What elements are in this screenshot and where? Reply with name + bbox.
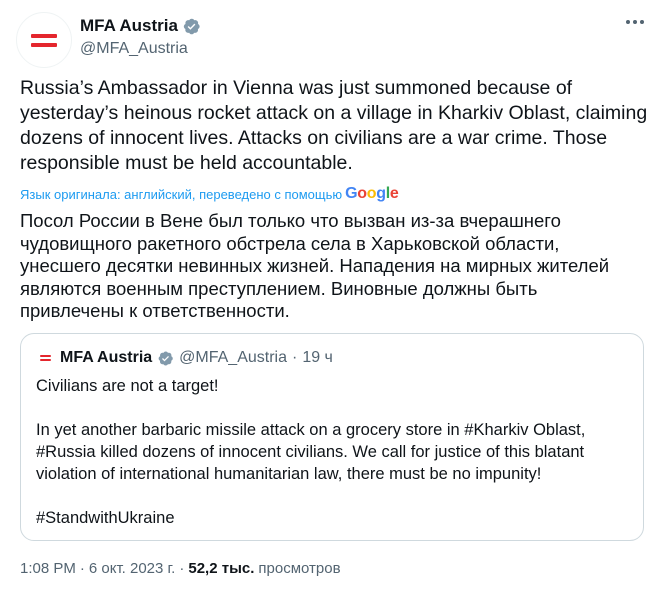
quoted-author-handle: @MFA_Austria bbox=[179, 349, 287, 366]
author-handle[interactable]: @MFA_Austria bbox=[80, 40, 188, 57]
separator: · bbox=[179, 560, 185, 577]
quoted-author-name: MFA Austria bbox=[60, 349, 153, 366]
translated-line: Посол России в Вене был только что вызван из-за вчерашнего bbox=[20, 210, 561, 231]
views-label: просмотров bbox=[258, 560, 341, 577]
verified-badge-icon bbox=[157, 350, 174, 367]
translated-line: унесшего десятки невинных жизней. Нападения на мирных жителей bbox=[20, 255, 610, 276]
tweet-line: Russia’s Ambassador in Vienna was just summoned because of bbox=[20, 77, 573, 99]
tweet-footer bbox=[20, 560, 341, 577]
translated-line: чудовищного ракетного обстрела села в Харьковской области, bbox=[20, 232, 560, 254]
quoted-paragraph: In yet another barbaric missile attack on a grocery store in #Kharkiv Oblast, #Russia killed dozens of innocent civilians. We call for justice of this blatant violation of international humanitarian law, there must be no impunity! bbox=[36, 421, 586, 483]
tweet-text bbox=[20, 76, 650, 176]
quoted-hashtag: #StandwithUkraine bbox=[36, 509, 175, 527]
more-options-icon[interactable] bbox=[626, 20, 644, 24]
austria-flag-icon bbox=[31, 34, 57, 47]
separator: · bbox=[291, 349, 298, 366]
translation-note-text: Язык оригинала: английский, переведено с помощью bbox=[20, 186, 343, 202]
quoted-author-avatar bbox=[35, 348, 55, 368]
quoted-tweet-header bbox=[35, 348, 333, 368]
separator: · bbox=[79, 560, 85, 577]
author-name[interactable]: MFA Austria bbox=[80, 16, 178, 35]
google-logo: Google bbox=[345, 185, 399, 202]
translation-note[interactable] bbox=[20, 185, 399, 203]
tweet-date[interactable]: 6 окт. 2023 г. bbox=[88, 560, 176, 577]
author-name-row bbox=[80, 16, 201, 36]
tweet-line: dozens of innocent lives. Attacks on civilians are a war crime. Those bbox=[20, 127, 608, 149]
quoted-tweet-time: 19 ч bbox=[302, 349, 333, 366]
translated-text bbox=[20, 210, 650, 323]
translated-line: являются военным преступлением. Виновные должны быть bbox=[20, 277, 538, 299]
translated-line: привлечены к ответственности. bbox=[20, 300, 290, 321]
views-count: 52,2 тыс. bbox=[188, 560, 255, 577]
tweet-line: responsible must be held accountable. bbox=[20, 152, 353, 174]
austria-flag-icon bbox=[40, 355, 51, 361]
quoted-tweet-body bbox=[36, 375, 636, 529]
verified-badge-icon bbox=[182, 17, 201, 36]
quoted-paragraph: Civilians are not a target! bbox=[36, 377, 219, 395]
author-avatar[interactable] bbox=[16, 12, 72, 68]
quoted-tweet[interactable] bbox=[20, 333, 644, 541]
tweet-line: yesterday’s heinous rocket attack on a village in Kharkiv Oblast, claiming bbox=[20, 102, 648, 124]
tweet-time[interactable]: 1:08 PM bbox=[20, 560, 76, 577]
